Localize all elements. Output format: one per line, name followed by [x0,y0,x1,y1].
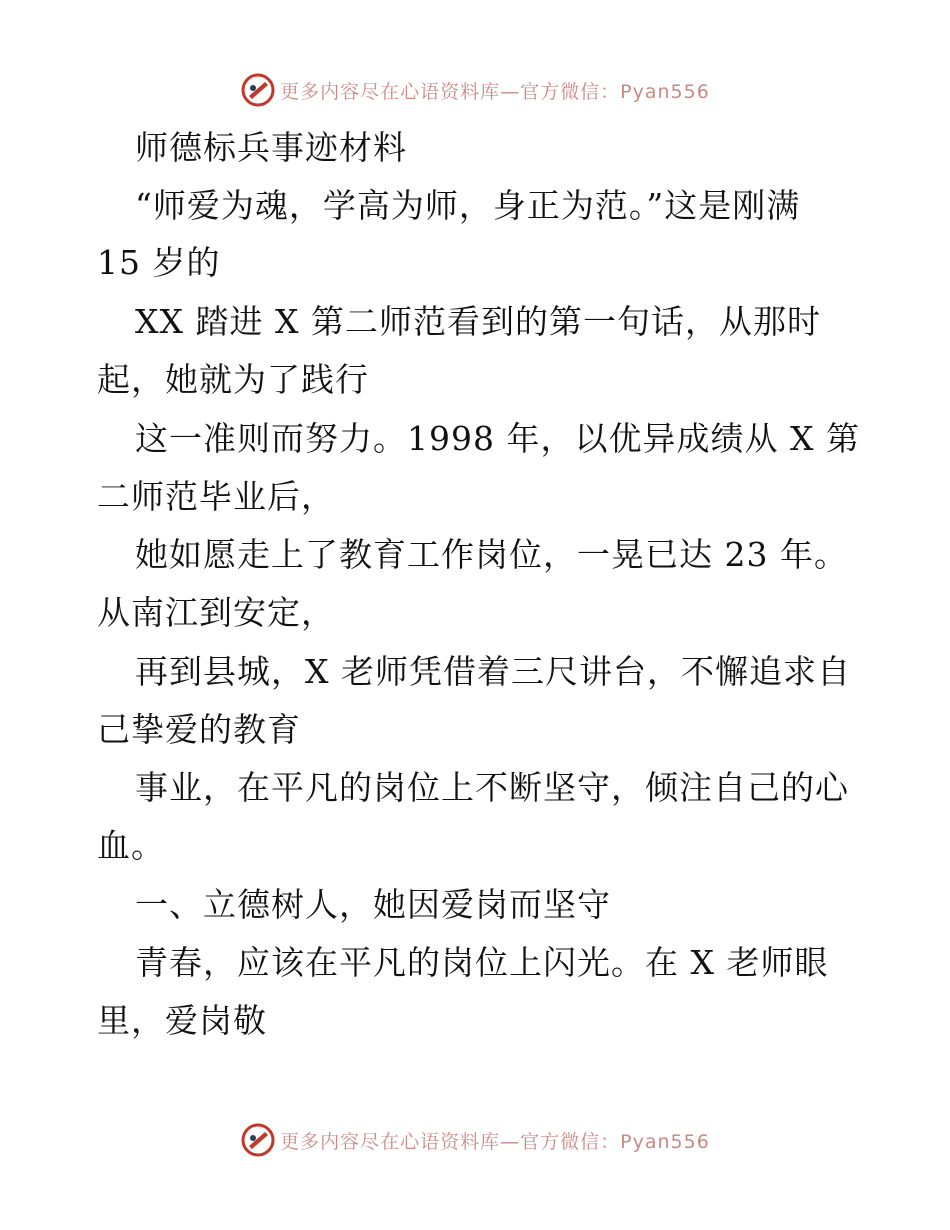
text-line: 事业，在平凡的岗位上不断坚守，倾注自己的心 [135,768,849,807]
watermark-text: 更多内容尽在心语资料库—官方微信：Pyan556 [280,80,710,103]
doc-title: 师德标兵事迹材料 [135,128,407,167]
watermark-text: 更多内容尽在心语资料库—官方微信：Pyan556 [280,1130,710,1153]
text-line: 从南江到安定， [97,593,335,632]
logo-icon [240,72,276,108]
header-watermark [0,70,950,110]
text-line: 己挚爱的教育 [97,710,301,749]
text-line: 二师范毕业后， [97,477,335,516]
footer-watermark [0,1120,950,1160]
text-line: XX 踏进 X 第二师范看到的第一句话，从那时 [135,302,821,341]
text-line: 血。 [97,826,165,865]
text-line: 再到县城，X 老师凭借着三尺讲台，不懈追求自 [135,652,851,691]
text-line: 15 岁的 [97,243,221,282]
text-line: “师爱为魂，学高为师，身正为范。”这是刚满 [135,186,801,225]
text-line: 这一准则而努力。1998 年，以优异成绩从 X 第 [135,419,860,458]
text-line: 里，爱岗敬 [97,1001,267,1040]
text-line: 她如愿走上了教育工作岗位，一晃已达 23 年。 [135,535,848,574]
text-line: 青春，应该在平凡的岗位上闪光。在 X 老师眼 [135,943,829,982]
text-line: 起，她就为了践行 [97,360,369,399]
logo-icon [240,1122,276,1158]
section-heading: 一、立德树人，她因爱岗而坚守 [135,885,611,924]
